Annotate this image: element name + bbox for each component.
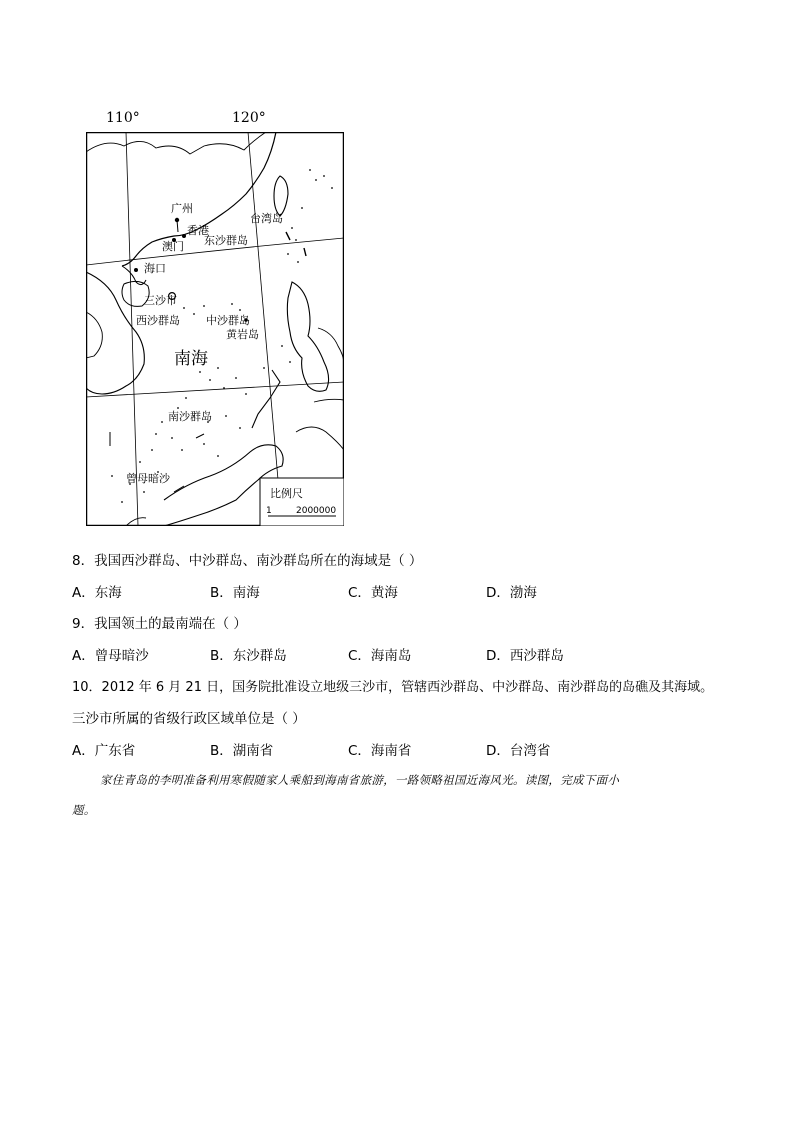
haikou-marker	[134, 268, 138, 272]
q8-option-d[interactable]: D．渤海	[486, 585, 537, 601]
label-zhongsha: 中沙群岛	[206, 314, 250, 327]
scale-title: 比例尺	[270, 487, 303, 500]
scale-left: 1	[266, 506, 272, 516]
scale-bar	[260, 478, 344, 526]
scale-value: 2000000	[296, 506, 337, 516]
label-huangyan: 黄岩岛	[226, 328, 259, 341]
label-south-china-sea: 南海	[174, 349, 208, 369]
q10-option-b[interactable]: B．湖南省	[210, 743, 274, 759]
map-frame	[87, 133, 344, 526]
label-haikou: 海口	[144, 262, 166, 275]
passage-line-2: 题。	[72, 803, 96, 817]
label-hongkong: 香港	[187, 224, 209, 237]
lon-label-110: 110°	[106, 110, 140, 126]
question-9-stem: 9．我国领土的最南端在（ ）	[72, 616, 247, 632]
passage-line-1: 家住青岛的李明准备利用寒假随家人乘船到海南省旅游，一路领略祖国近海风光。读图，完成下面小	[100, 773, 620, 787]
q8-option-b[interactable]: B．南海	[210, 585, 260, 601]
q9-option-a[interactable]: A．曾母暗沙	[72, 648, 149, 664]
south-china-sea-map	[84, 110, 346, 528]
question-10-stem: 10．2012 年 6 月 21 日，国务院批准设立地级三沙市，管辖西沙群岛、中沙群岛、南沙群岛的岛礁及其海域。	[72, 680, 714, 695]
label-nansha: 南沙群岛	[168, 410, 212, 423]
question-8-stem: 8．我国西沙群岛、中沙群岛、南沙群岛所在的海域是（ ）	[72, 553, 423, 569]
q8-option-a[interactable]: A．东海	[72, 585, 122, 601]
label-macau: 澳门	[162, 240, 184, 253]
q9-option-d[interactable]: D．西沙群岛	[486, 648, 564, 664]
q10-option-c[interactable]: C．海南省	[348, 743, 412, 759]
question-10-stem-line2: 三沙市所属的省级行政区域单位是（ ）	[72, 711, 306, 727]
q10-option-d[interactable]: D．台湾省	[486, 743, 551, 759]
label-dongsha: 东沙群岛	[204, 234, 248, 247]
q10-option-a[interactable]: A．广东省	[72, 743, 136, 759]
label-xisha: 西沙群岛	[136, 314, 180, 327]
q8-option-c[interactable]: C．黄海	[348, 585, 398, 601]
label-guangzhou: 广州	[171, 202, 193, 215]
lon-label-120: 120°	[232, 110, 266, 126]
map-figure	[86, 132, 344, 526]
q9-option-c[interactable]: C．海南岛	[348, 648, 412, 664]
label-sansha: 三沙市	[144, 294, 177, 307]
label-taiwan: 台湾岛	[250, 212, 283, 225]
hongkong-marker	[182, 234, 186, 238]
q9-option-b[interactable]: B．东沙群岛	[210, 648, 287, 664]
label-zengmu: 曾母暗沙	[126, 472, 170, 485]
